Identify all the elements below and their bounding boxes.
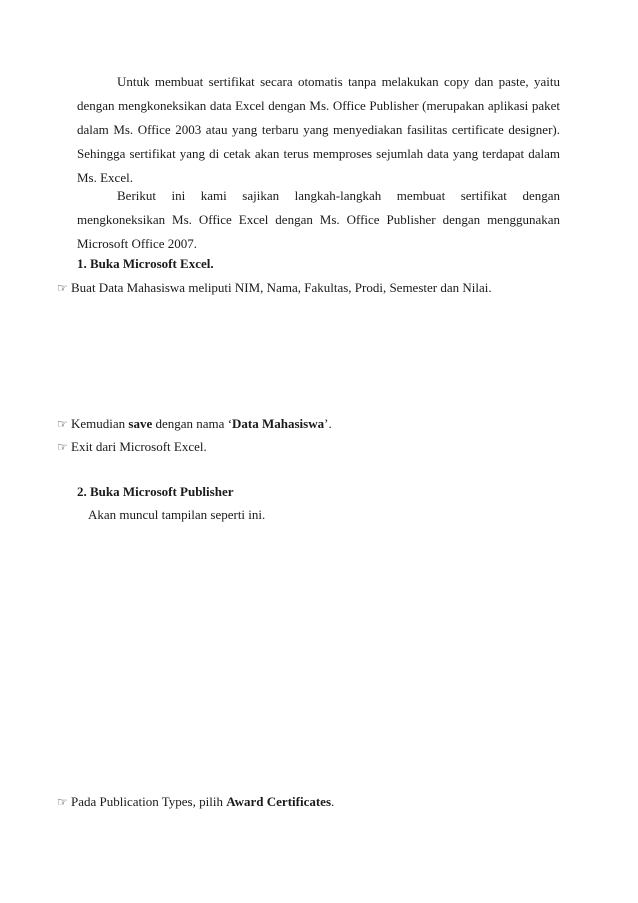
bullet-text-pre: Kemudian bbox=[71, 416, 129, 431]
bullet-text: Buat Data Mahasiswa meliputi NIM, Nama, Fakultas, Prodi, Semester dan Nilai. bbox=[71, 280, 492, 295]
step2-heading: 2. Buka Microsoft Publisher bbox=[77, 484, 234, 499]
step1-bullet-create-data bbox=[57, 280, 492, 296]
pointing-hand-icon: ☞ bbox=[57, 417, 68, 431]
intro-paragraph-text: Untuk membuat sertifikat secara otomatis tanpa melakukan copy dan paste, yaitu dengan mengkoneksikan data Excel dengan Ms. Office Publisher (merupakan aplikasi paket dalam Ms. Office 2003 atau yang terbaru yang menyediakan fasilitas certificate designer). Sehingga sertifikat yang di cetak akan terus memproses sejumlah data yang terdapat dalam Ms. Excel. bbox=[77, 74, 560, 185]
step1-heading: 1. Buka Microsoft Excel. bbox=[77, 256, 214, 271]
step1-bullet-save bbox=[57, 416, 332, 432]
bullet-text-pre: Pada Publication Types, pilih bbox=[71, 794, 227, 809]
pointing-hand-icon: ☞ bbox=[57, 795, 68, 809]
bullet-text-mid: dengan nama ‘ bbox=[152, 416, 233, 431]
bullet-text-filename: Data Mahasiswa bbox=[232, 416, 325, 431]
bullet-text-award: Award Certificates bbox=[226, 794, 332, 809]
intro-paragraph bbox=[77, 70, 560, 190]
bullet-text-save: save bbox=[128, 416, 153, 431]
bullet-text-post: . bbox=[331, 794, 335, 809]
bullet-text-post: ’. bbox=[324, 416, 332, 431]
step1-bullet-exit bbox=[57, 439, 207, 455]
pointing-hand-icon: ☞ bbox=[57, 281, 68, 295]
pointing-hand-icon: ☞ bbox=[57, 440, 68, 454]
step2-note: Akan muncul tampilan seperti ini. bbox=[88, 507, 266, 522]
bullet-text: Exit dari Microsoft Excel. bbox=[71, 439, 207, 454]
steps-intro-paragraph bbox=[77, 184, 560, 256]
step2-bullet-publication-types bbox=[57, 794, 334, 810]
steps-intro-paragraph-text: Berikut ini kami sajikan langkah-langkah membuat sertifikat dengan mengkoneksikan Ms. Office Excel dengan Ms. Office Publisher dengan menggunakan Microsoft Office 2007. bbox=[77, 188, 560, 251]
